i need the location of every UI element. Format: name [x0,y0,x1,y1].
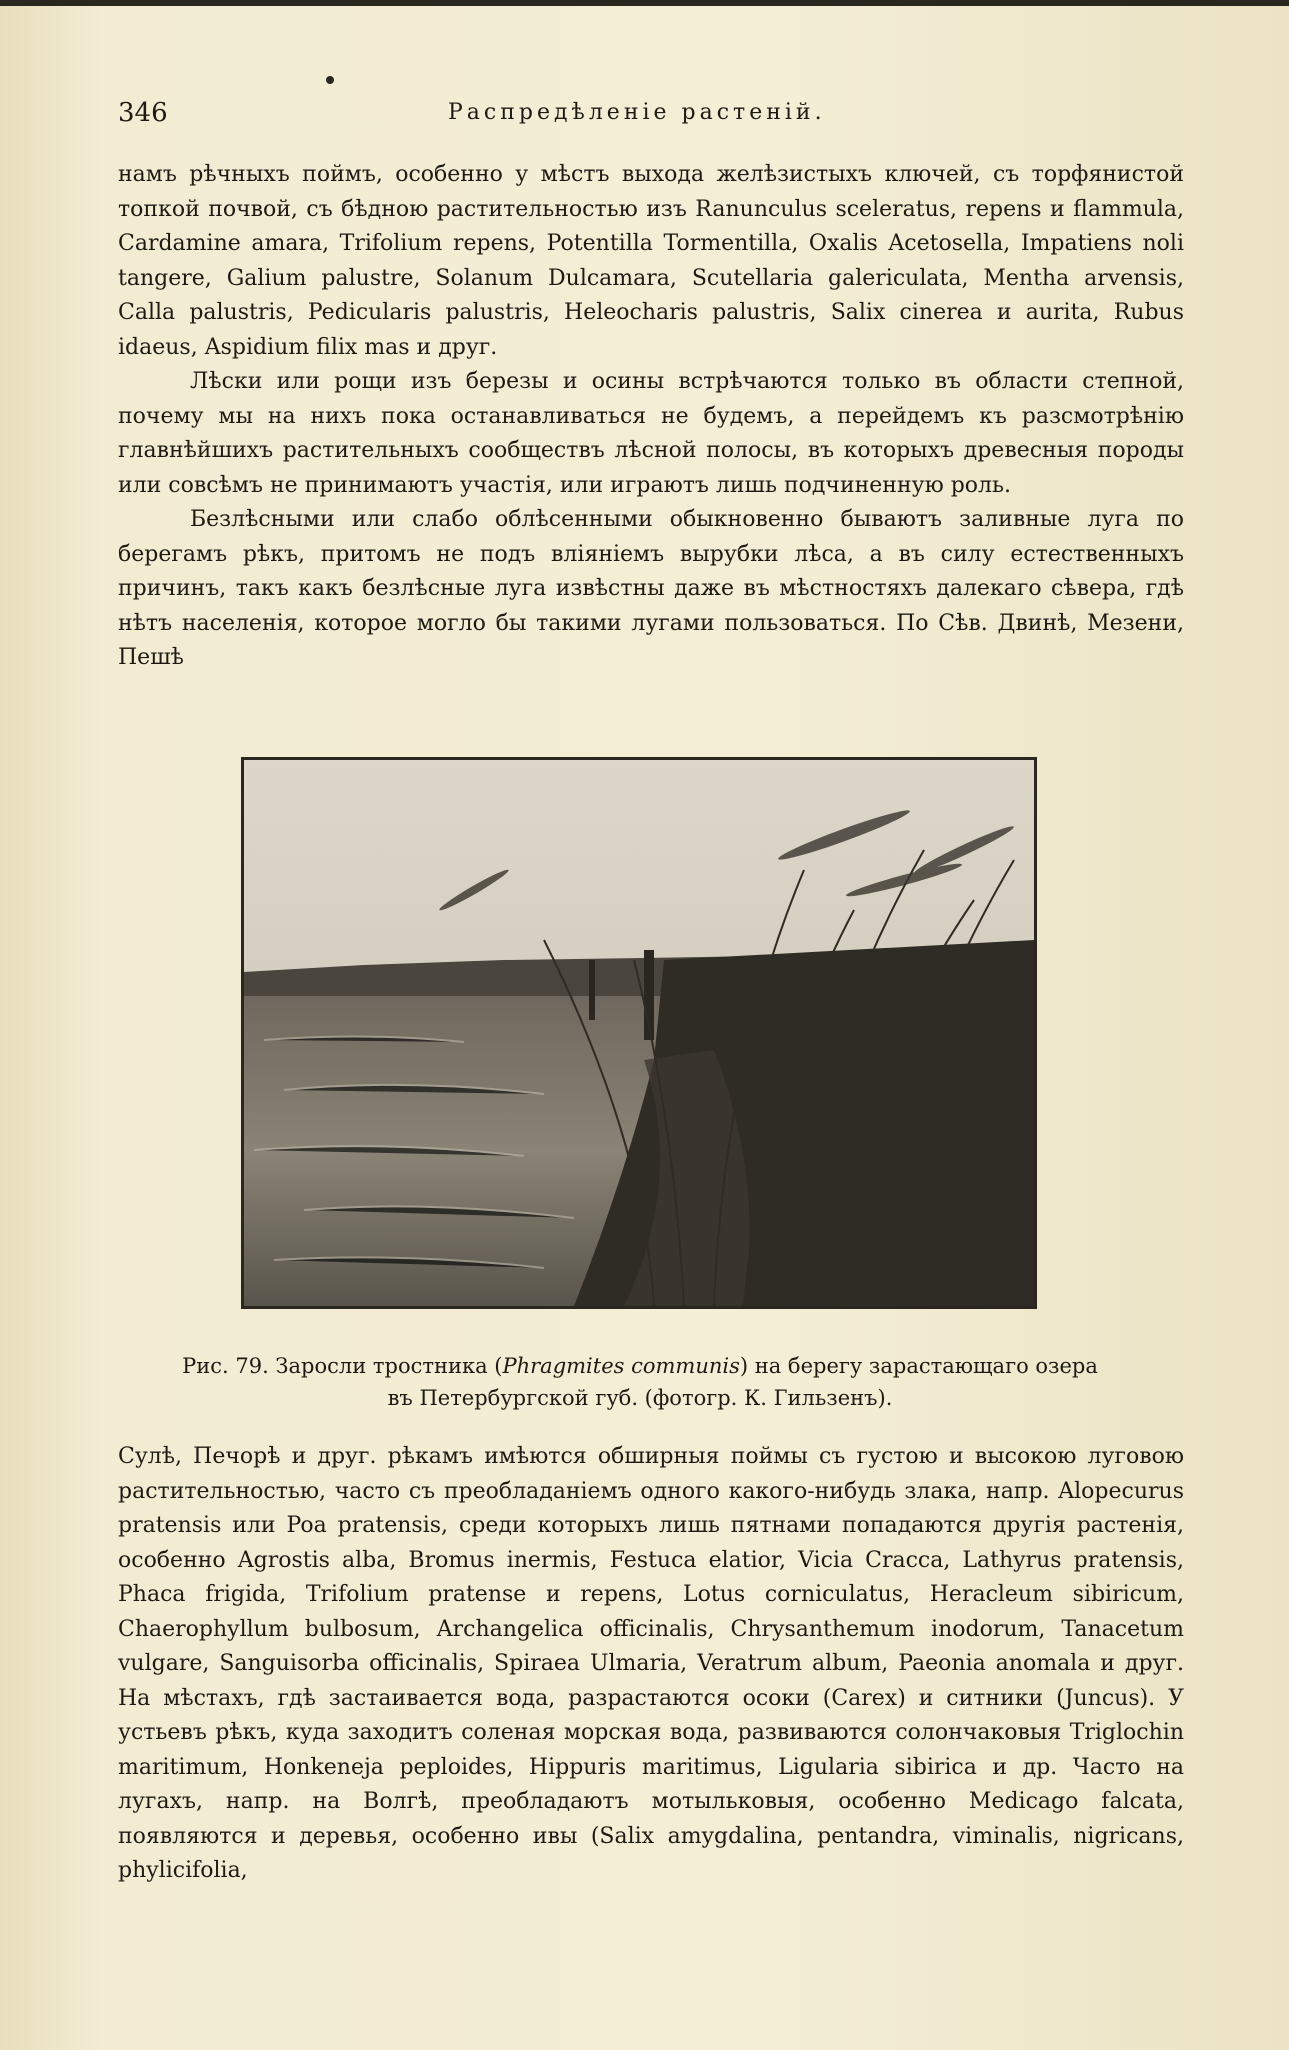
paragraph-3: Безлѣсными или слабо облѣсенными обыкновенно бываютъ заливные луга по берегамъ рѣкъ, притомъ не подъ вліяніемъ вырубки лѣса, а въ силу естественныхъ причинъ, такъ какъ безлѣсные луга извѣстны даже въ мѣстностяхъ далекаго сѣвера, гдѣ нѣтъ населенія, которое могло бы такими лугами пользоваться. По Сѣв. Двинѣ, Мезени, Пешѣ [118,507,1184,670]
ink-dot [326,76,334,84]
paragraph-1: намъ рѣчныхъ поймъ, особенно у мѣстъ выхода желѣзистыхъ ключей, съ торфянистой топкой почвой, съ бѣдною растительностью изъ Ranunculus sceleratus, repens и flammula, Cardamine amara, Trifolium repens, Potentilla Tormentilla, Oxalis Acetosella, Impatiens noli tangere, Galium palustre, Solanum Dulcamara, Scutellaria galericulata, Mentha arvensis, Calla palustris, Pedicularis palustris, Heleocharis palustris, Salix cinerea и aurita, Rubus idaeus, Aspidium filix mas и друг. [118,162,1184,360]
photo-illustration [244,760,1034,1306]
caption-latin: Phragmites communis [502,1354,740,1378]
page-header [118,98,1178,138]
caption-prefix: Рис. 79. Заросли тростника ( [182,1354,503,1378]
page-number: 346 [118,98,168,128]
text-block-top [118,158,1184,676]
running-title: Распредѣленіе растеній. [448,100,826,125]
paragraph-2: Лѣски или рощи изъ березы и осины встрѣчаются только въ области степной, почему мы на нихъ пока останавливаться не будемъ, а перейдемъ къ разсмотрѣнію главнѣйшихъ растительныхъ сообществъ лѣсной полосы, въ которыхъ древесныя породы или совсѣмъ не принимаютъ участія, или играютъ лишь подчиненную роль. [118,369,1184,498]
scan-edge [0,0,1289,6]
photo-reeds-lake [241,757,1037,1309]
figure-caption [180,1350,1100,1414]
caption-suffix: ) на берегу зарастающаго озера въ Петербургской губ. (фотогр. К. Гильзенъ). [387,1354,1098,1410]
paragraph-4: Сулѣ, Печорѣ и друг. рѣкамъ имѣются обширныя поймы съ густою и высокою луговою растительностью, часто съ преобладаніемъ одного какого-нибудь злака, напр. Alopecurus pratensis или Poa pratensis, среди которыхъ лишь пятнами попадаются другія растенія, особенно Agrostis alba, Bromus inermis, Festuca elatior, Vicia Cracca, Lathyrus pratensis, Phaca frigida, Trifolium pratense и repens, Lotus corniculatus, Heracleum sibiricum, Chaerophyllum bulbosum, Archangelica officinalis, Chrysanthemum inodorum, Tanacetum vulgare, Sanguisorba officinalis, Spiraea Ulmaria, Veratrum album, Paeonia anomala и друг. На мѣстахъ, гдѣ застаивается вода, разрастаются осоки (Carex) и ситники (Juncus). У устьевъ рѣкъ, куда заходитъ соленая морская вода, развиваются солончаковыя Triglochin maritimum, Honkeneja peploides, Hippuris maritimus, Ligularia sibirica и др. Часто на лугахъ, напр. на Волгѣ, преобладаютъ мотыльковыя, особенно Medicago falcata, появляются и деревья, особенно ивы (Salix amygdalina, pentandra, viminalis, nigricans, phylicifolia, [118,1444,1184,1883]
text-block-bottom [118,1440,1184,1889]
